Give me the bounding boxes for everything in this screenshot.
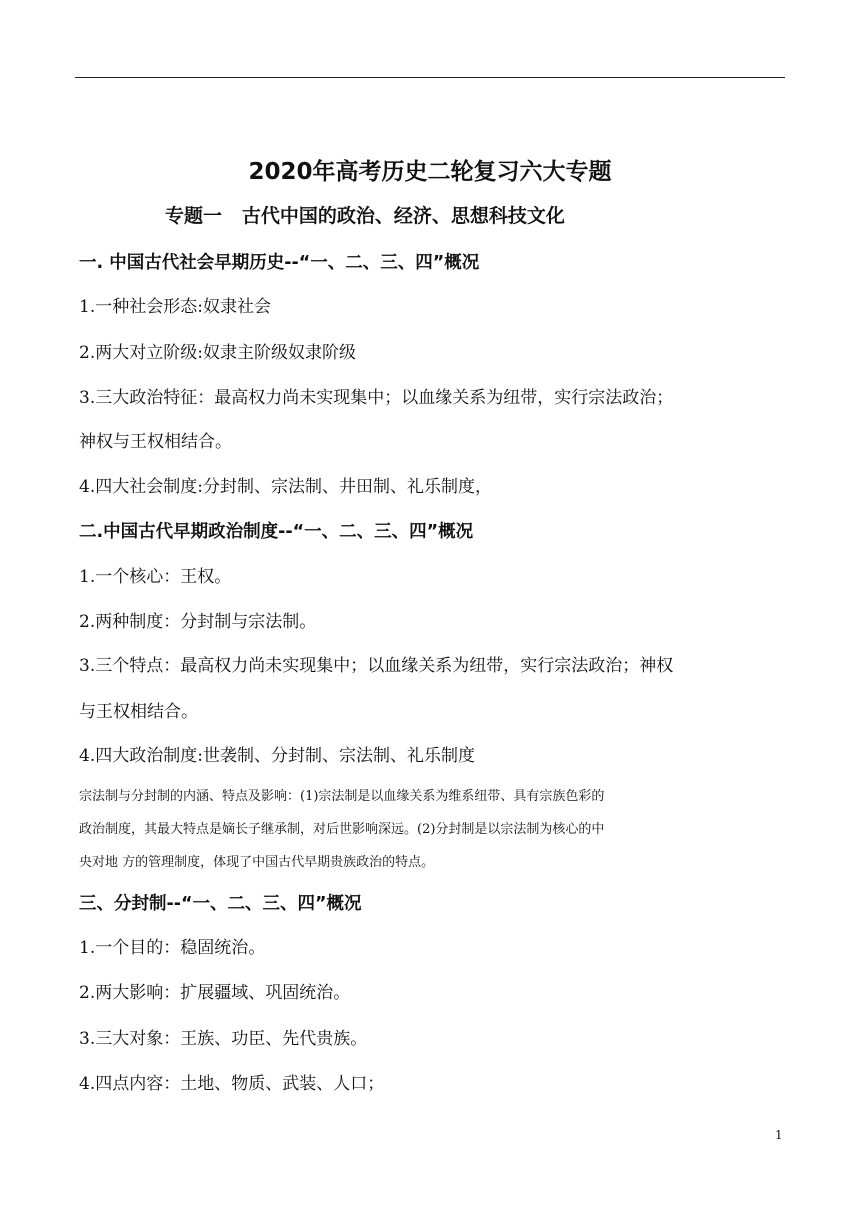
document-subtitle: 专题一 古代中国的政治、经济、思想科技文化 [165, 205, 565, 227]
list-item: 2.两大对立阶级:奴隶主阶级奴隶阶级 [79, 343, 356, 363]
list-item: 1.一个目的：稳固统治。 [79, 938, 266, 958]
document-title: 2020年高考历史二轮复习六大专题 [248, 159, 612, 185]
note-line: 宗法制与分封制的内涵、特点及影响：(1)宗法制是以血缘关系为维系纽带、具有宗族色彩的 [79, 789, 605, 804]
list-item: 神权与王权相结合。 [79, 432, 232, 452]
list-item: 与王权相结合。 [79, 702, 198, 722]
list-item: 1.一个核心：王权。 [79, 567, 232, 587]
list-item: 2.两大影响：扩展疆域、巩固统治。 [79, 983, 351, 1003]
list-item: 3.三大对象：王族、功臣、先代贵族。 [79, 1029, 368, 1049]
list-item: 3.三大政治特征：最高权力尚未实现集中；以血缘关系为纽带，实行宗法政治； [79, 388, 674, 408]
list-item: 4.四大政治制度:世袭制、分封制、宗法制、礼乐制度 [79, 746, 475, 766]
note-line: 央对地 方的管理制度，体现了中国古代早期贵族政治的特点。 [79, 855, 435, 870]
header-rule [75, 77, 785, 78]
page-number: 1 [775, 1128, 783, 1142]
list-item: 4.四大社会制度:分封制、宗法制、井田制、礼乐制度， [79, 477, 492, 497]
list-item: 3.三个特点：最高权力尚未实现集中；以血缘关系为纽带，实行宗法政治；神权 [79, 656, 674, 676]
section-heading: 三、分封制--“一、二、三、四”概况 [79, 894, 362, 914]
list-item: 4.四点内容：土地、物质、武装、人口； [79, 1074, 385, 1094]
note-line: 政治制度，其最大特点是嫡长子继承制，对后世影响深远。(2)分封制是以宗法制为核心的中 [79, 822, 605, 837]
section-heading: 一. 中国古代社会早期历史--“一、二、三、四”概况 [79, 253, 480, 273]
list-item: 2.两种制度：分封制与宗法制。 [79, 612, 317, 632]
section-heading: 二.中国古代早期政治制度--“一、二、三、四”概况 [79, 522, 474, 542]
list-item: 1.一种社会形态:奴隶社会 [79, 297, 271, 317]
